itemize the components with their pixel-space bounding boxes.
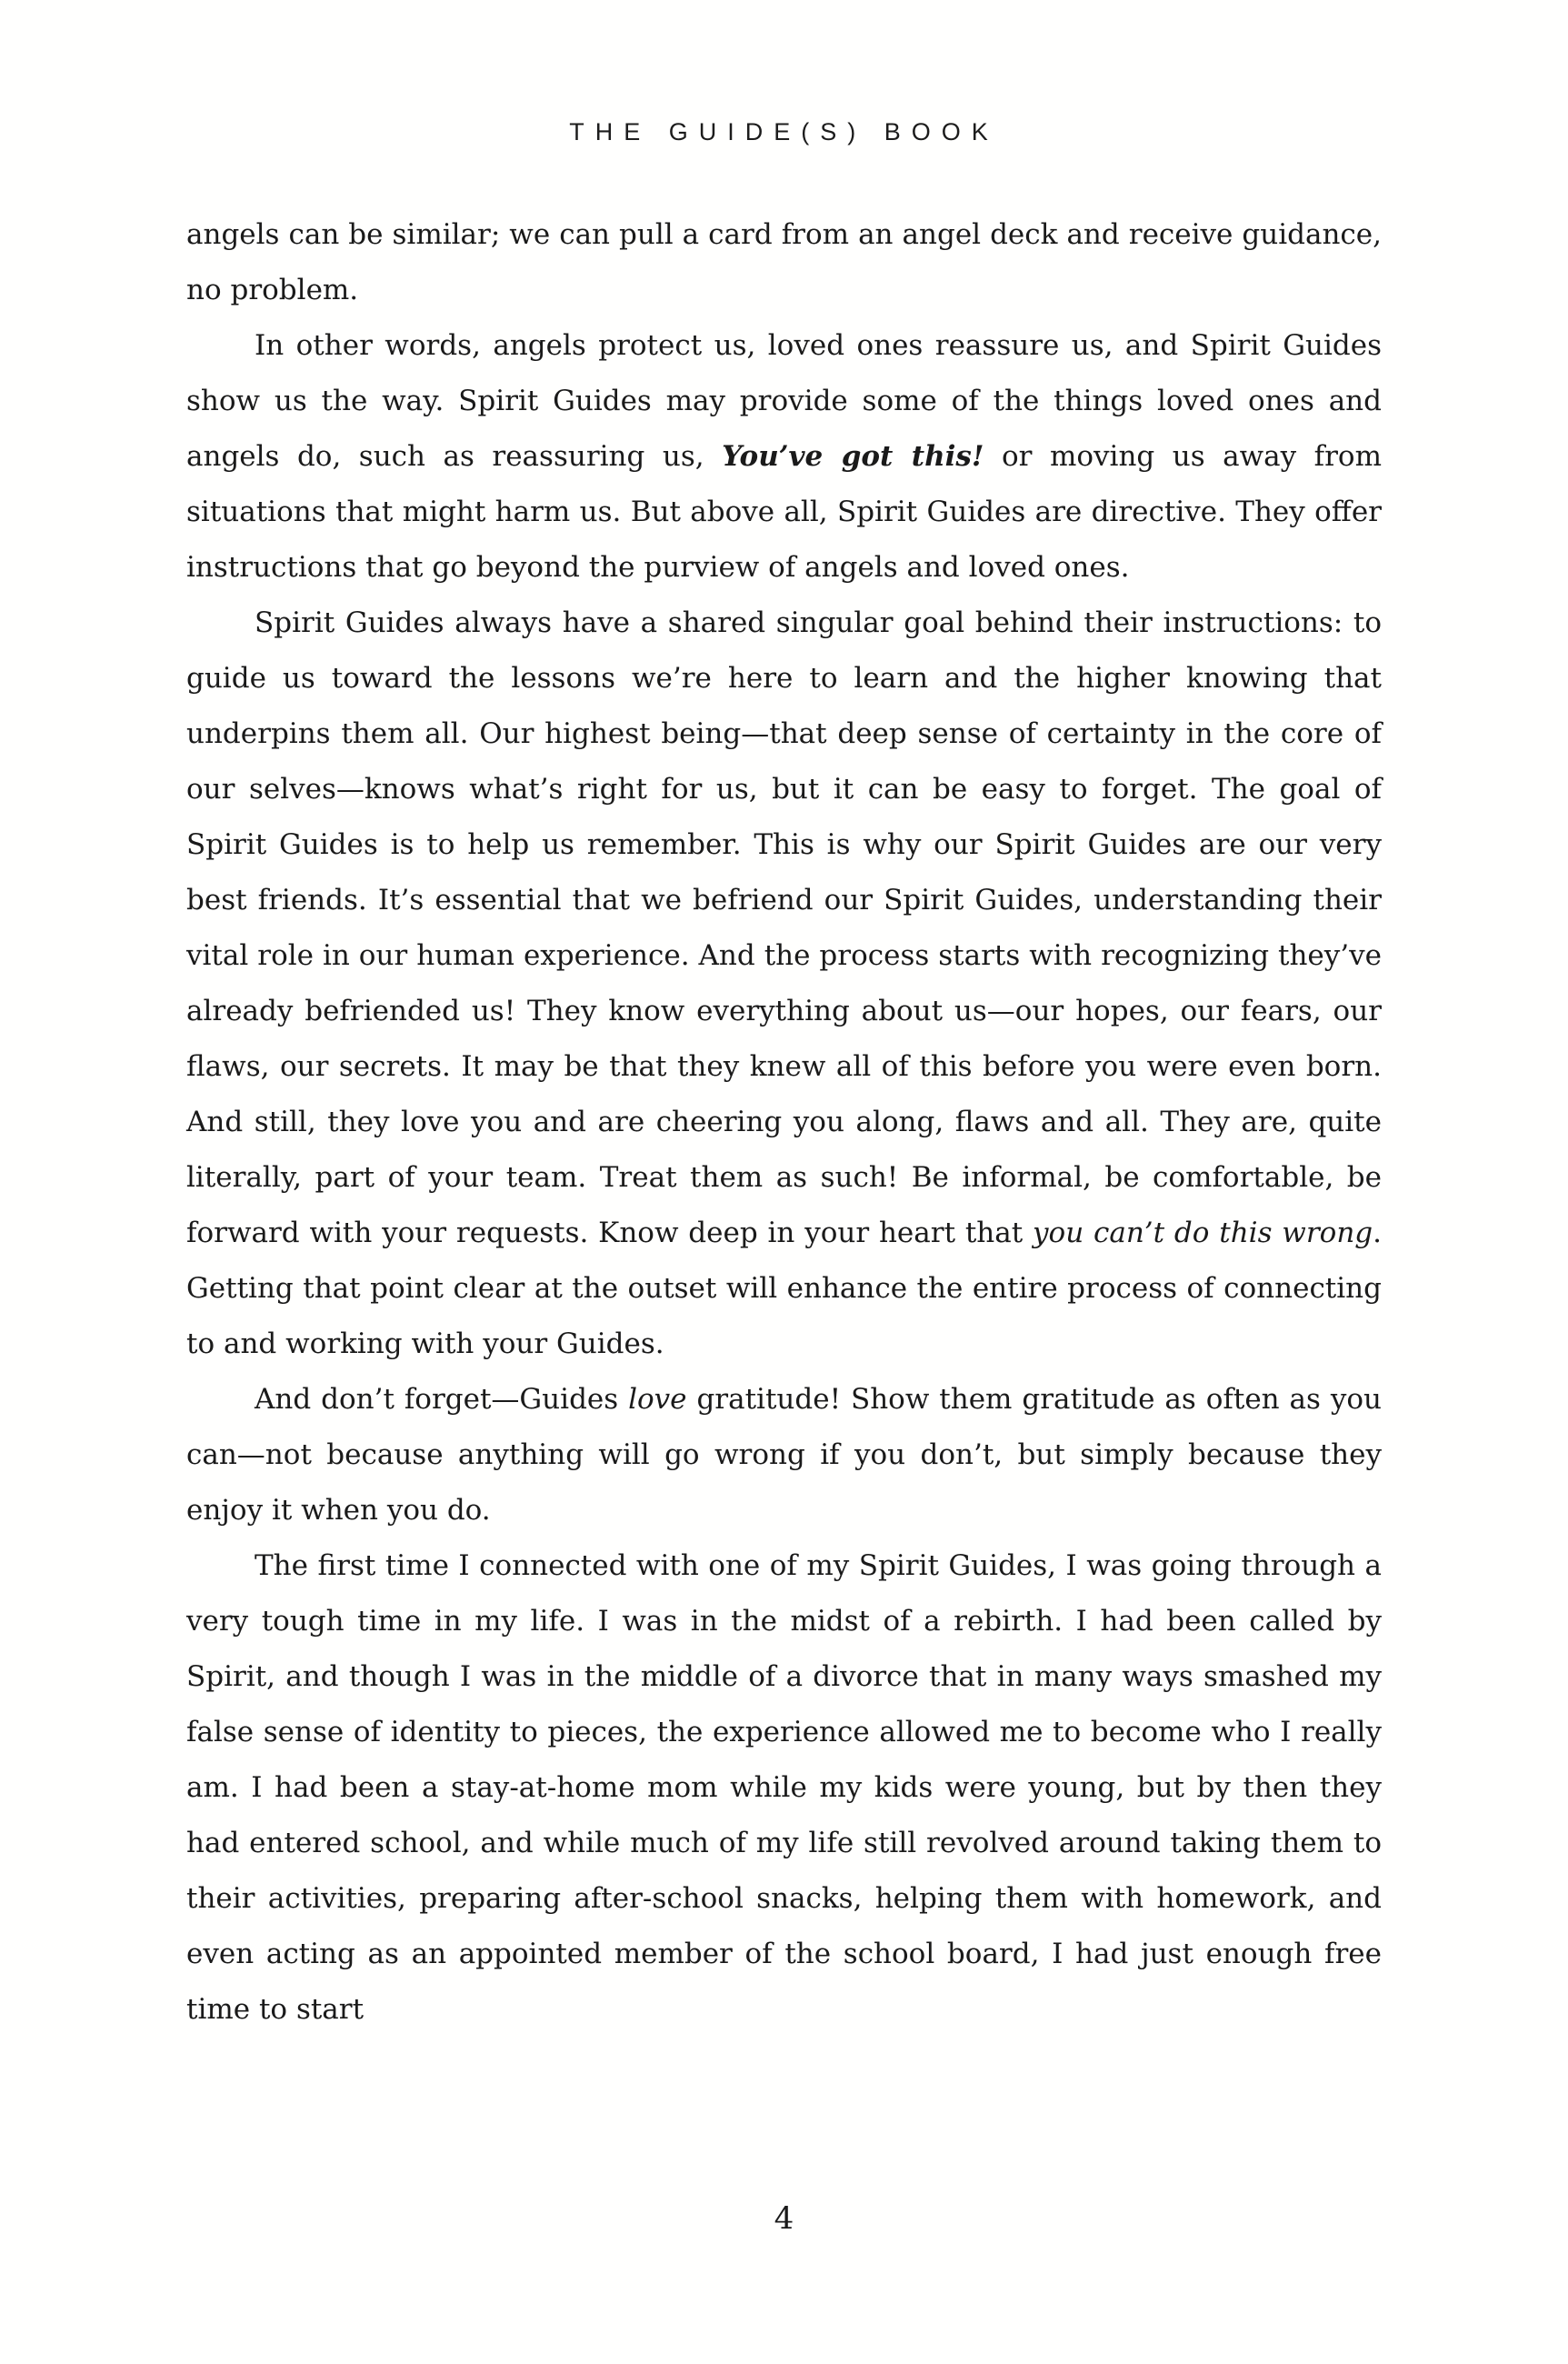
text-segment: Spirit Guides always have a shared singular goal behind their instructions: to guide us toward the lessons we’re here to learn and the higher knowing that underpins them all. Our highest being—that deep sense of certainty in the core of our selves—knows what’s right for us, but it can be easy to forget. The goal of Spirit Guides is to help us remember. This is why our Spirit Guides are our very best friends. It’s essential that we befriend our Spirit Guides, understanding their vital role in our human experience. And the process starts with recognizing they’ve already befriended us! They know everything about us—our hopes, our fears, our flaws, our secrets. It may be that they knew all of this before you were even born. And still, they love you and are cheering you along, flaws and all. They are, quite literally, part of your team. Treat them as such! Be informal, be comfortable, be forward with your requests. Know deep in your heart that (186, 606, 1382, 1249)
text-segment: . Getting that point clear at the outset will enhance the entire process of connecting to and working with your Guides. (186, 1217, 1382, 1360)
paragraph (186, 207, 1382, 318)
text-segment: And don’t forget—Guides (255, 1383, 629, 1416)
paragraph (186, 318, 1382, 596)
emphasis-segment: love (628, 1383, 687, 1416)
paragraph (186, 596, 1382, 1372)
page-number: 4 (774, 2200, 794, 2237)
text-segment: or moving us away from situations that might harm us. But above all, Spirit Guides are directive. They offer instructions that go beyond the purview of angels and loved ones. (186, 440, 1382, 584)
text-segment: The first time I connected with one of my Spirit Guides, I was going through a very tough time in my life. I was in the midst of a rebirth. I had been called by Spirit, and though I was in the middle of a divorce that in many ways smashed my false sense of identity to pieces, the experience allowed me to become who I really am. I had been a stay-at-home mom while my kids were young, but by then they had entered school, and while much of my life still revolved around taking them to their activities, preparing after-school snacks, helping them with homework, and even acting as an appointed member of the school board, I had just enough free time to start (186, 1549, 1382, 2026)
body-text (186, 207, 1382, 2038)
text-segment: In other words, angels protect us, loved ones reassure us, and Spirit Guides show us the way. Spirit Guides may provide some of the things loved ones and angels do, such as reassuring us, (186, 329, 1382, 473)
text-segment: angels can be similar; we can pull a card from an angel deck and receive guidance, no problem. (186, 218, 1382, 306)
paragraph (186, 1372, 1382, 1538)
running-head: THE GUIDE(S) BOOK (569, 118, 999, 145)
emphasis-segment: You’ve got this! (722, 440, 984, 473)
emphasis-segment: you can’t do this wrong (1033, 1217, 1373, 1249)
text-segment: gratitude! Show them gratitude as often as you can—not because anything will go wrong if you don’t, but simply because they enjoy it when you do. (186, 1383, 1382, 1527)
paragraph (186, 1538, 1382, 2038)
